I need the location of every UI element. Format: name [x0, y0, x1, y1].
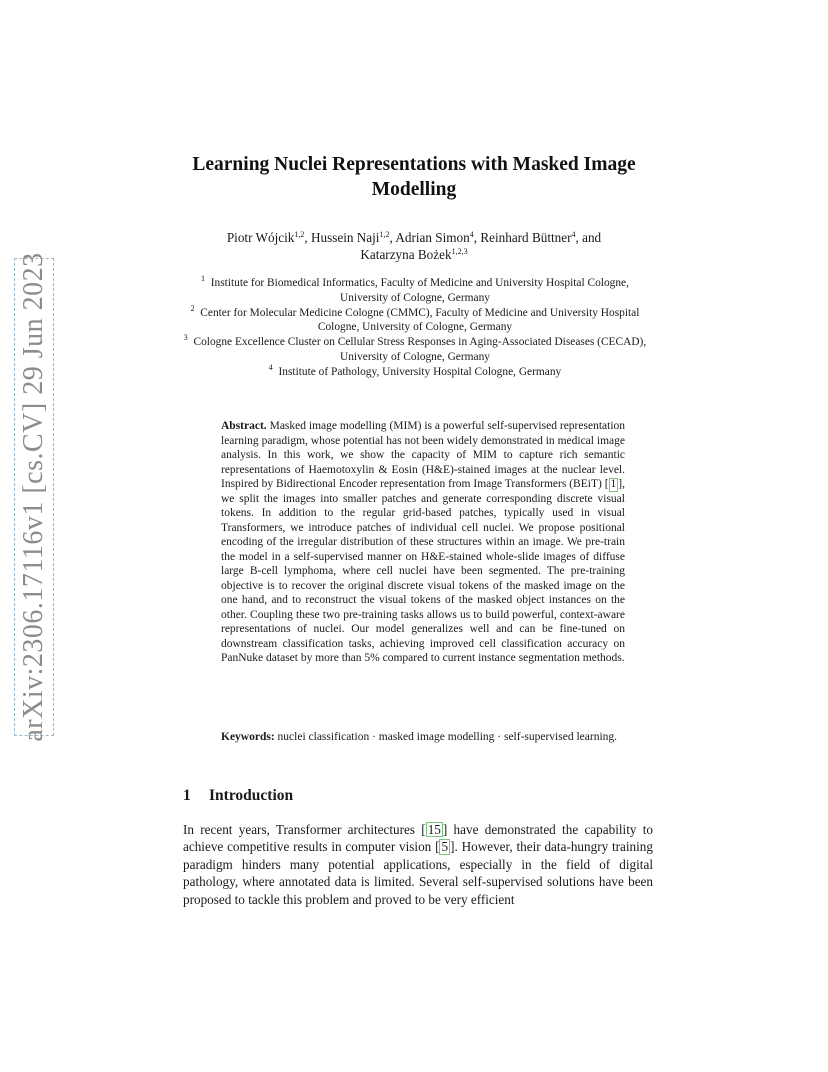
section-number: 1: [183, 787, 191, 804]
author-affiliation: 4: [469, 230, 474, 239]
intro-paragraph: In recent years, Transformer architectures [ 15 ] have demonstrated the capability to achieve competitive results in computer vision [ 5 ]. However, their data-hungry training paradigm hinders many potential applications, especially in the field of digital pathology, where annotated data is limited. Several self-supervised solutions have been proposed to tackle this problem and proved to be very efficient: [183, 822, 653, 907]
affiliation-item: [182, 303, 648, 336]
author-separator: , and: [575, 230, 602, 245]
affiliation-text: Institute of Pathology, University Hospital Cologne, Germany: [278, 365, 562, 378]
author-name: Reinhard Büttner: [480, 230, 572, 245]
citation-link[interactable]: 1: [610, 478, 617, 490]
intro-text: . However, their data-hungry training paradigm hinders many potential applications, especially in the field of digital pathology, where annotated data is limited. Several self-supervised solutions have been proposed to tackle this problem and proved to be very efficient: [183, 839, 653, 907]
author-affiliation: 1,2: [379, 230, 390, 239]
author-separator: ,: [389, 230, 396, 245]
affiliation-item: [182, 335, 648, 365]
affiliation-number: 2: [190, 303, 195, 313]
author-separator: ,: [473, 230, 481, 245]
keywords-text: nuclei classification · masked image modelling · self-supervised learning.: [277, 731, 618, 743]
affiliation-text: Center for Molecular Medicine Cologne (CMMC), Faculty of Medicine and University Hospital Cologne, University of Cologne, Germany: [200, 306, 640, 334]
author-name: Piotr Wójcik: [226, 230, 295, 245]
abstract-text: Masked image modelling (MIM) is a powerful self-supervised representation learning paradigm, whose potential has not been widely demonstrated in medical image analysis. In this work, we show the capacity of MIM to capture rich semantic representations of Haemotoxylin & Eosin (H&E)-stained images at the nuclear level. Inspired by Bidirectional Encoder representation from Image Transformers (BEiT): [221, 420, 626, 490]
author-name: Hussein Naji: [310, 230, 380, 245]
arxiv-id-text: arXiv:2306.17116v1 [cs.CV] 29 Jun 2023: [18, 252, 49, 742]
section-heading: [183, 787, 293, 805]
affiliation-text: Cologne Excellence Cluster on Cellular Stress Responses in Aging-Associated Diseases (CECAD), University of Cologne, Germany: [193, 336, 647, 363]
affiliation-text: Institute for Biomedical Informatics, Faculty of Medicine and University Hospital Cologne, University of Cologne, Germany: [210, 277, 629, 304]
affiliation-number: 4: [268, 362, 273, 372]
author-affiliation: 1,2: [294, 230, 305, 239]
arxiv-stamp: [14, 252, 54, 742]
author-affiliation: 1,2,3: [451, 247, 468, 256]
affiliation-list: [182, 276, 648, 380]
author-affiliation: 4: [571, 230, 576, 239]
keywords: [221, 730, 625, 745]
intro-text: have demonstrated the capability to achieve competitive results in computer vision: [183, 822, 653, 855]
author-separator: ,: [304, 230, 311, 245]
citation-link[interactable]: 15: [427, 822, 441, 837]
author-name: Katarzyna Bożek: [360, 247, 452, 262]
affiliation-item: [182, 362, 648, 380]
intro-text: In recent years, Transformer architectures: [183, 822, 422, 837]
abstract-text: , we split the images into smaller patches and generate corresponding discrete visual tokens. In addition to the regular grid-based patches, typically used in visual Transformers, we introduce patches of individual cell nuclei. We propose positional encoding of the irregular distribution of these structures within an image. We pre-train the model in a self-supervised manner on H&E-stained whole-slide images of diffuse large B-cell lymphoma, where cell nuclei have been segmented. The pre-training objective is to recover the original discrete visual tokens of the masked image on the one hand, and to reconstruct the visual tokens of the masked object instances on the other. Coupling these two pre-training tasks allows us to build powerful, context-aware representations of nuclei. Our model generalizes well and can be fine-tuned on downstream classification tasks, achieving improved cell classification accuracy on PanNuke dataset by more than 5% compared to current instance segmentation methods.: [221, 478, 625, 664]
section-title: Introduction: [209, 787, 294, 804]
abstract-label: Abstract.: [221, 420, 267, 432]
abstract: Abstract. Masked image modelling (MIM) is a powerful self-supervised representation learning paradigm, whose potential has not been widely demonstrated in medical image analysis. In this work, we show the capacity of MIM to capture rich semantic representations of Haemotoxylin & Eosin (H&E)-stained images at the nuclear level. Inspired by Bidirectional Encoder representation from Image Transformers (BEiT) [ 1 ], we split the images into smaller patches and generate corresponding discrete visual tokens. In addition to the regular grid-based patches, typically used in visual Transformers, we introduce patches of individual cell nuclei. We propose positional encoding of the irregular distribution of these structures within an image. We pre-train the model in a self-supervised manner on H&E-stained whole-slide images of diffuse large B-cell lymphoma, where cell nuclei have been segmented. The pre-training objective is to recover the original discrete visual tokens of the masked image on the one hand, and to reconstruct the visual tokens of the masked object instances on the other. Coupling these two pre-training tasks allows us to build powerful, context-aware representations of nuclei. Our model generalizes well and can be fine-tuned on downstream classification tasks, achieving improved cell classification accuracy on PanNuke dataset by more than 5% compared to current instance segmentation methods.: [221, 420, 626, 664]
author-name: Adrian Simon: [395, 230, 470, 245]
citation-link[interactable]: 5: [441, 839, 449, 855]
affiliation-number: 1: [201, 274, 206, 283]
keywords-label: Keywords:: [221, 731, 275, 743]
paper-title: Learning Nuclei Representations with Masked Image Modelling: [192, 154, 636, 200]
affiliation-item: [182, 276, 648, 306]
author-list: [188, 229, 640, 263]
affiliation-number: 3: [183, 333, 188, 343]
